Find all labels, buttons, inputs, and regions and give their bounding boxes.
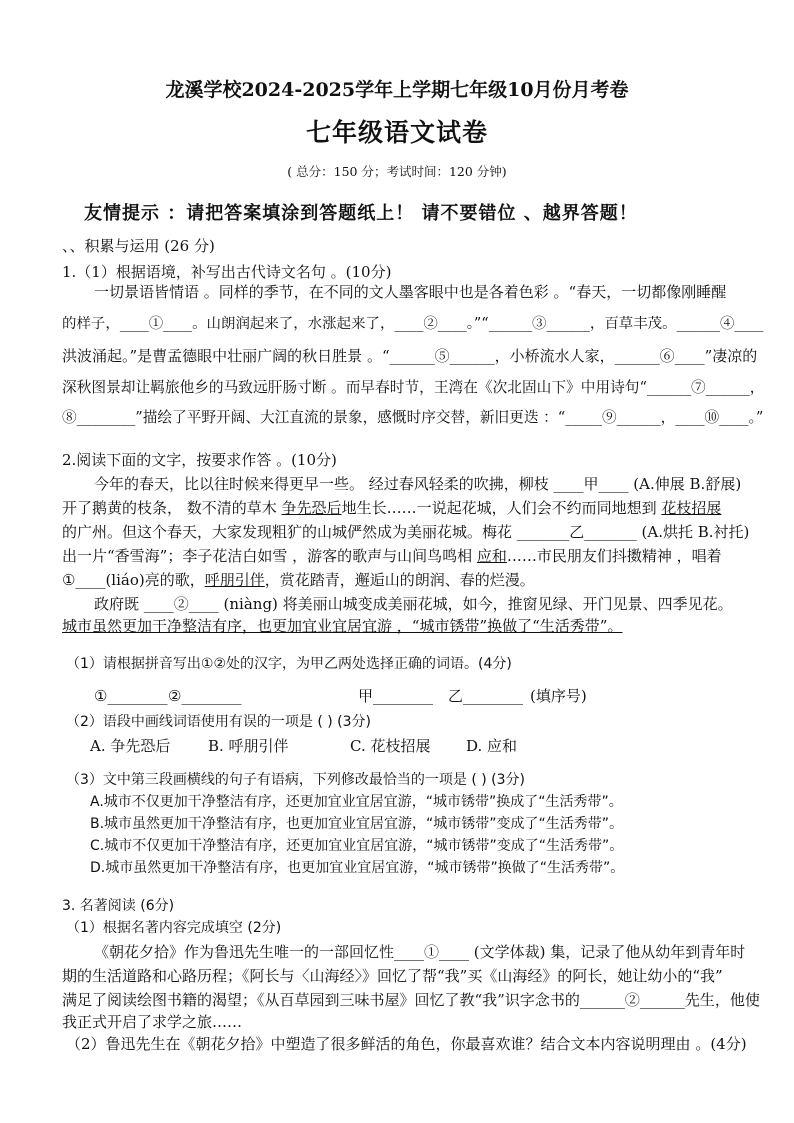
- q3-line: 我正式开启了求学之旅……: [62, 1013, 243, 1031]
- q1-line: 深秋图景却让羁旅他乡的马致远肝肠寸断 。而早春时节，王湾在《次北固山下》中用诗句“______⑦______，: [62, 379, 765, 396]
- passage-text: 开了鹅黄的枝条， 数不清的草木: [62, 499, 282, 517]
- q2-passage-line: [62, 570, 535, 590]
- q2-sub2-option: D. 应和: [466, 737, 518, 755]
- passage-text: ①____(liáo)亮的歌，: [62, 571, 205, 589]
- q2-sub1-blank: ②________: [168, 687, 242, 705]
- underlined-word: 呼朋引伴: [204, 571, 265, 589]
- paper-title: 七年级语文试卷: [305, 118, 488, 147]
- passage-text: 出一片“香雪海”；李子花洁白如雪 ，游客的歌声与山间鸟鸣相: [62, 547, 477, 565]
- passage-text: ……市民朋友们抖擞精神 ，唱着: [506, 547, 722, 565]
- q2-sub1-blank: 乙________: [448, 687, 524, 705]
- q1-line: ⑧________”描绘了平野开阔、大江直流的景象，感慨时序交替，新旧更迭 ：“_____⑨______，____⑩____。”: [62, 409, 764, 426]
- q1-line: 洪波涌起。”是曹孟德眼中壮丽广阔的秋日胜景 。“______⑤______，小桥流水人家，______⑥____”凄凉的: [62, 347, 758, 365]
- q2-passage-line: 政府既 ____②____ (niàng) 将美丽山城变成美丽花城，如今，推窗见绿、开门见景、四季见花。: [94, 595, 733, 613]
- q2-passage-line: [62, 546, 722, 566]
- q2-sub3: （3）文中第三段画横线的句子有语病，下列修改最恰当的一项是 ( ) (3分): [66, 772, 526, 788]
- q2-passage-line: [62, 498, 721, 518]
- passage-text: ，赏花踏青，邂逅山的朗润、春的烂漫。: [264, 571, 535, 589]
- school-title: 龙溪学校2024-2025学年上学期七年级10月份月考卷: [165, 79, 629, 101]
- q2-sub2-option: C. 花枝招展: [350, 737, 431, 755]
- q2-title: 2.阅读下面的文字，按要求作答 。(10分): [62, 451, 337, 469]
- q2-sub1: （1）请根据拼音写出①②处的汉字，为甲乙两处选择正确的词语。(4分): [66, 656, 512, 672]
- score-info: ( 总分：150 分；考试时间：120 分钟): [287, 164, 507, 179]
- q2-sub3-option: D.城市虽然更加干净整洁有序，也更加宜业宜居宜游，“城市锈带”换做了“生活秀带”。: [90, 860, 625, 876]
- underlined-word: 应和: [476, 547, 507, 565]
- q1-line: 的样子，____①____。山朗润起来了，水涨起来了，____②____。”“______③______，百草丰茂。______④____: [62, 316, 764, 332]
- q2-sub1-blank: ①________: [94, 687, 168, 705]
- q3-sub1: （1）根据名著内容完成填空 (2分): [66, 920, 282, 936]
- q1-line: 一切景语皆情语 。同样的季节，在不同的文人墨客眼中也是各着色彩 。“春天，一切都像刚睡醒: [94, 283, 727, 301]
- q3-line: 期的生活道路和心路历程；《阿长与〈山海经〉》回忆了帮“我”买《山海经》的阿长，她让幼小的“我”: [62, 967, 723, 985]
- underlined-word: 花枝招展: [661, 499, 722, 517]
- passage-text: 地生长……一说起花城，人们会不约而同地想到: [341, 499, 662, 517]
- q1-title: 1.（1）根据语境，补写出古代诗文名句 。(10分): [62, 263, 392, 281]
- q2-sub2-option: A. 争先恐后: [90, 737, 171, 755]
- q3-line: 《朝花夕拾》作为鲁迅先生唯一的一部回忆性____①____ (文学体裁) 集，记录了他从幼年到青年时: [94, 943, 746, 961]
- q3-line: 满足了阅读绘图书籍的渴望；《从百草园到三味书屋》回忆了教“我”识字念书的______②______先生，他使: [62, 991, 760, 1009]
- q2-underlined-sentence: 城市虽然更加干净整洁有序，也更加宜业宜居宜游 ，“城市锈带”换做了“生活秀带”。: [62, 617, 623, 635]
- q2-passage-line: 今年的春天，比以往时候来得更早一些。 经过春风轻柔的吹拂，柳枝 ____甲____ (A.伸展 B.舒展): [94, 475, 742, 493]
- underlined-word: 争先恐后: [281, 499, 342, 517]
- q3-sub2: （2）鲁迅先生在《朝花夕拾》中塑造了很多鲜活的角色，你最喜欢谁？结合文本内容说明理由 。(4分): [66, 1035, 747, 1053]
- q2-sub3-option: B.城市虽然更加干净整洁有序，也更加宜业宜居宜游，“城市锈带”变成了“生活秀带”。: [90, 816, 624, 832]
- q2-sub2-option: B. 呼朋引伴: [208, 737, 289, 755]
- q2-passage-line: 的广州。但这个春天，大家发现粗犷的山城俨然成为美丽花城。梅花 _______乙_______ (A.烘托 B.衬托): [62, 523, 750, 541]
- q3-title: 3. 名著阅读 (6分): [62, 898, 175, 914]
- q2-sub2: （2）语段中画线词语使用有误的一项是 ( ) (3分): [66, 714, 372, 730]
- q2-sub3-option: A.城市不仅更加干净整洁有序，还更加宜业宜居宜游，“城市锈带”换成了“生活秀带”。: [90, 794, 623, 810]
- q2-sub1-note: (填序号): [530, 687, 587, 705]
- q2-sub1-blank: 甲________: [358, 687, 434, 705]
- section-heading: 、、积累与运用 (26 分): [62, 237, 215, 255]
- reminder: 友情提示 ：请把答案填涂到答题纸上！ 请不要错位 、越界答题！: [84, 203, 638, 224]
- q2-sub3-option: C.城市不仅更加干净整洁有序，还更加宜业宜居宜游，“城市锈带”变成了“生活秀带”。: [90, 838, 624, 854]
